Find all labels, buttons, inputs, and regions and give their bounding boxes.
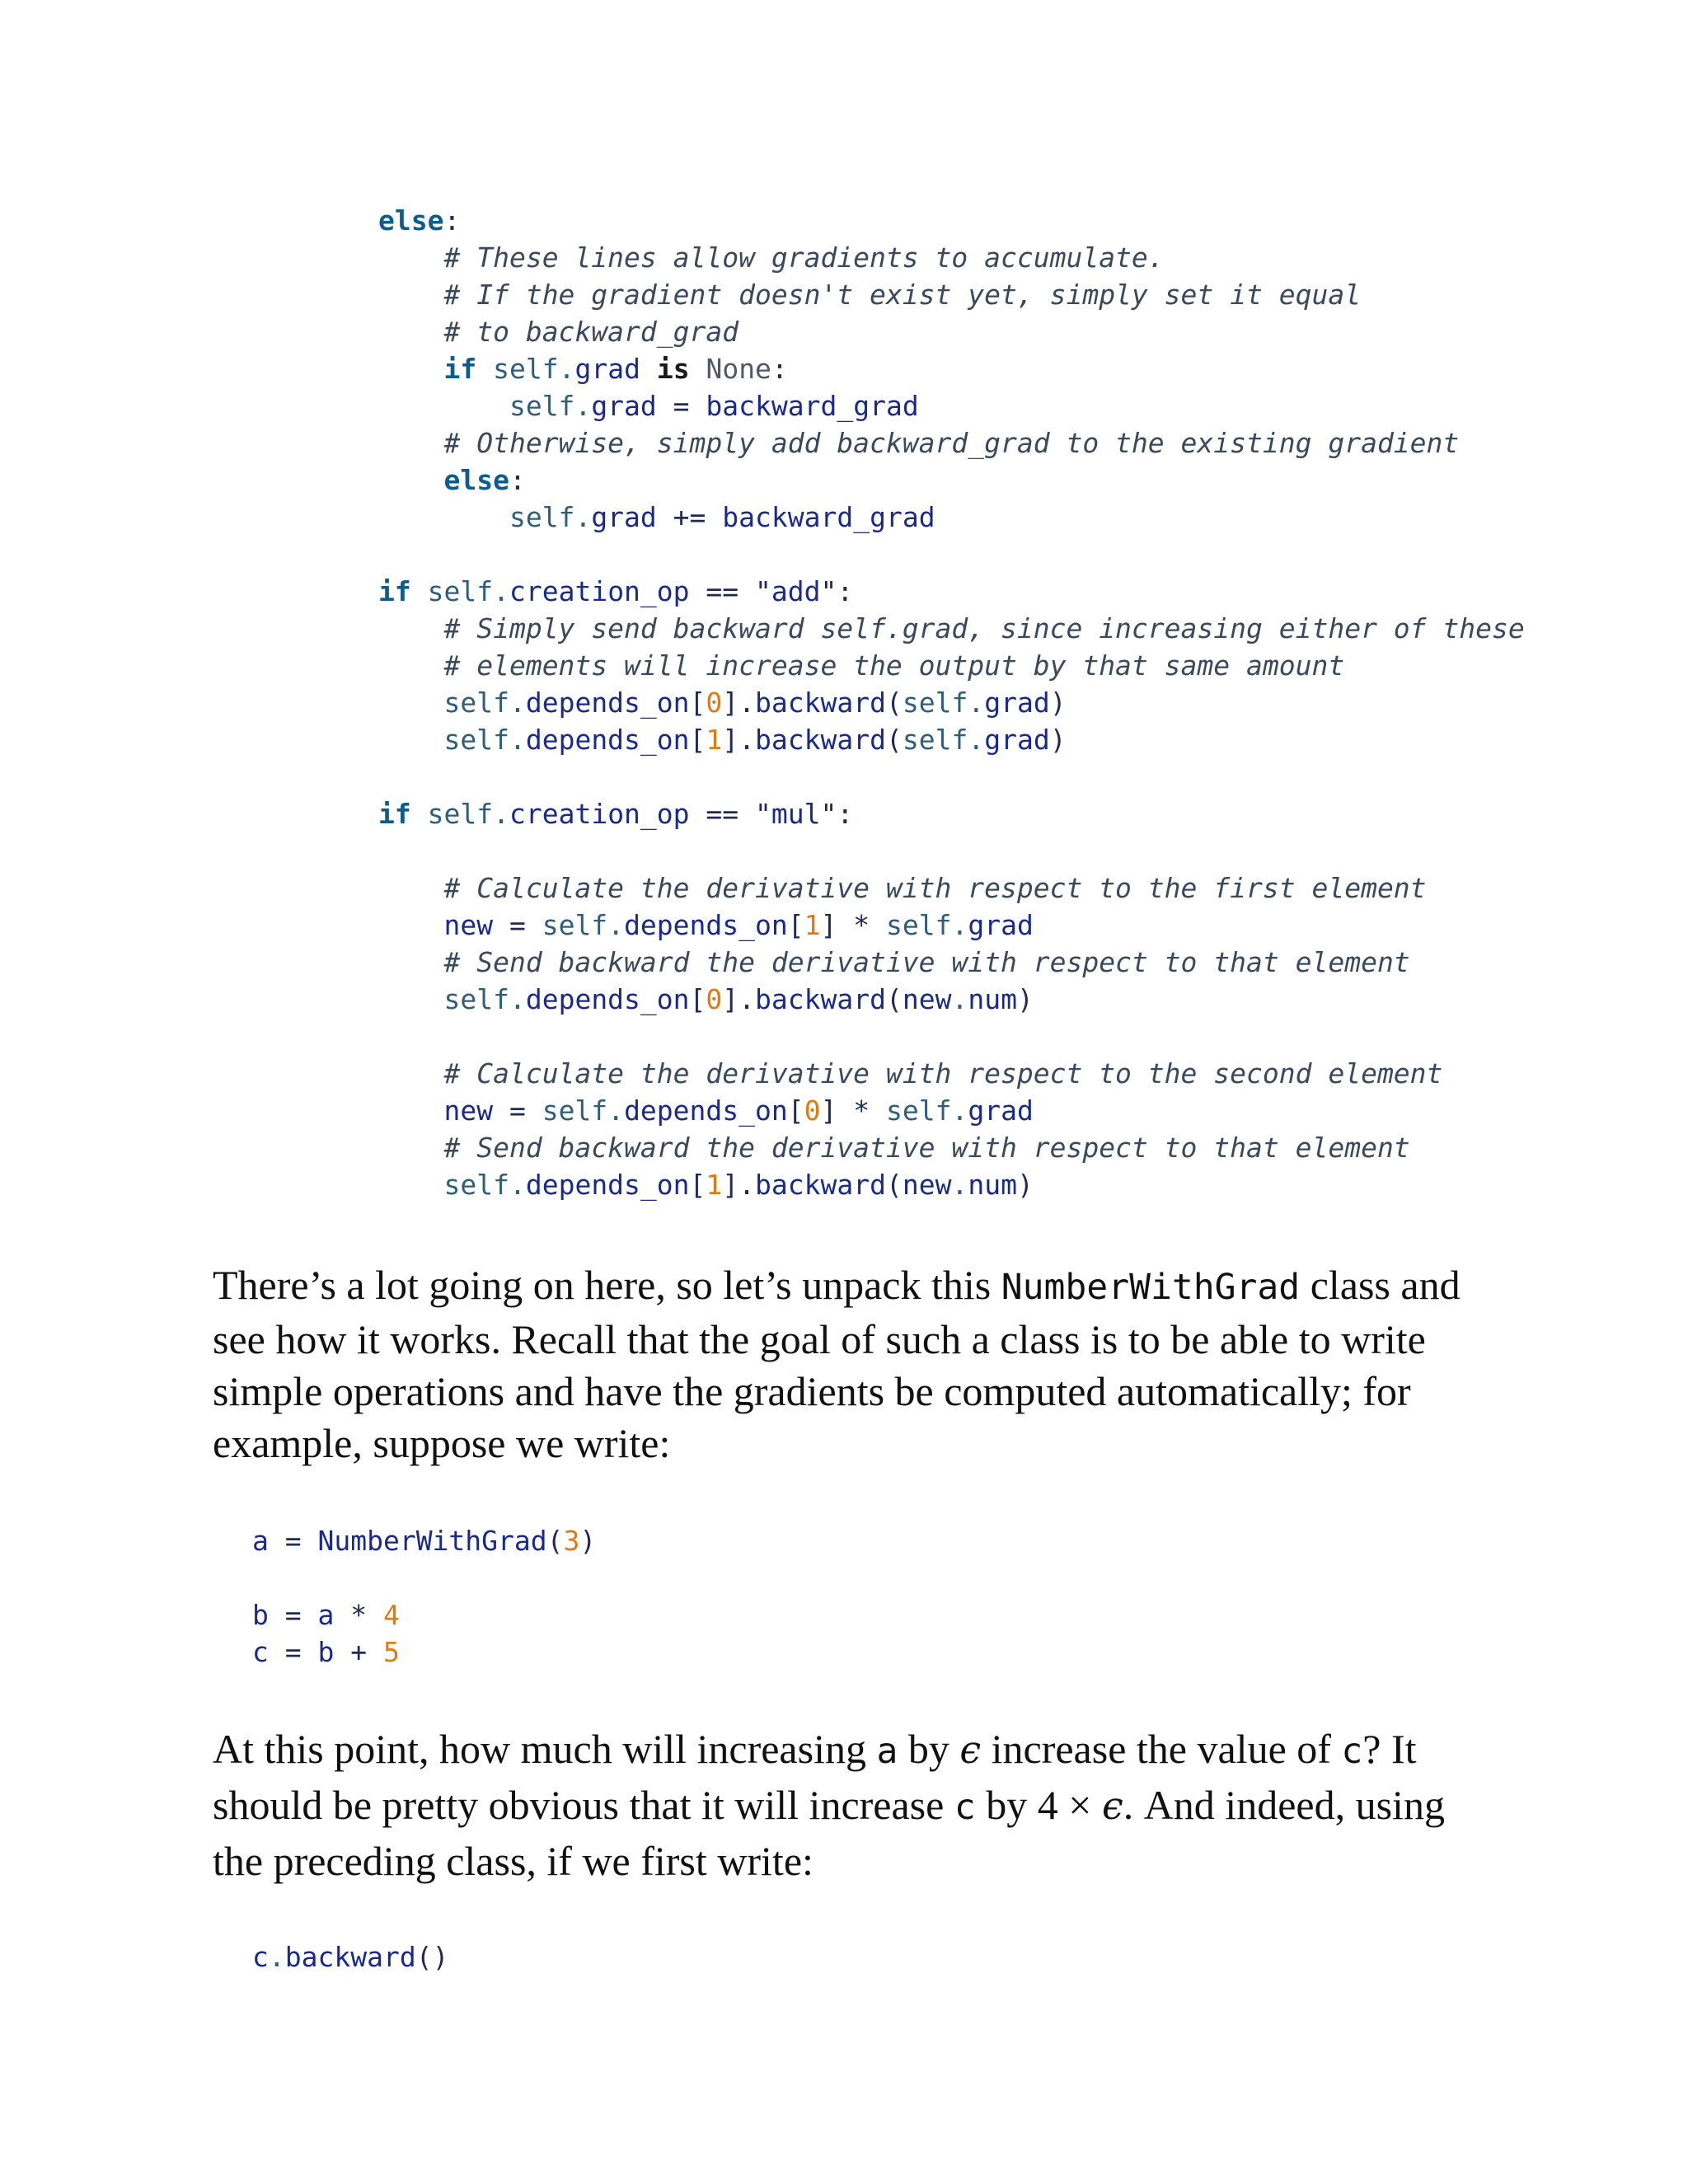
code-line: # to backward_grad xyxy=(443,316,739,348)
paragraph-text: class and see how it works. Recall that the goal of such a class is to be able to write simple operations and have the gradients be computed automatically; for example, suppose we write: xyxy=(213,1262,1461,1466)
code-line: else: xyxy=(443,464,526,496)
code-line: b = a * 4 xyxy=(252,1599,400,1631)
code-line: if self.creation_op == "add": xyxy=(378,575,854,607)
inline-code-var-a: a xyxy=(876,1731,898,1772)
math-epsilon: ϵ xyxy=(1101,1783,1123,1828)
code-line: # Send backward the derivative with respect to that element xyxy=(443,1132,1410,1164)
code-line: self.grad += backward_grad xyxy=(509,501,935,533)
code-line xyxy=(378,536,1525,573)
paragraph-text: by xyxy=(898,1726,960,1772)
code-line: # Send backward the derivative with respect to that element xyxy=(443,946,1410,978)
code-block-backward-call xyxy=(252,1938,448,1975)
code-line: new = self.depends_on[1] * self.grad xyxy=(443,909,1034,941)
paragraph-text: ? It should be pretty obvious that it will increase xyxy=(213,1726,1417,1828)
code-line: c.backward() xyxy=(252,1941,449,1973)
code-line: else: xyxy=(378,204,461,237)
inline-code-var-c: c xyxy=(1341,1731,1363,1772)
paragraph-explanation xyxy=(213,1259,1498,1469)
paragraph-text: There’s a lot going on here, so let’s unpack this xyxy=(213,1262,1001,1308)
code-line xyxy=(252,1559,596,1596)
inline-code-class-name: NumberWithGrad xyxy=(1001,1267,1301,1308)
code-line: # If the gradient doesn't exist yet, simply set it equal xyxy=(443,279,1362,311)
inline-code-var-c: c xyxy=(954,1787,976,1828)
paragraph-text: increase the value of xyxy=(981,1726,1342,1772)
code-line: a = NumberWithGrad(3) xyxy=(252,1525,597,1557)
paragraph-text: At this point, how much will increasing xyxy=(213,1726,877,1772)
code-line: c = b + 5 xyxy=(252,1636,400,1668)
code-line: # Calculate the derivative with respect to the second element xyxy=(443,1057,1443,1090)
code-line: if self.creation_op == "mul": xyxy=(378,798,854,830)
paragraph-text: . And indeed, using the preceding class, if we first write: xyxy=(213,1782,1445,1884)
code-line: # These lines allow gradients to accumulate. xyxy=(443,241,1165,274)
code-line: # elements will increase the output by that same amount xyxy=(443,649,1345,682)
code-line: self.depends_on[1].backward(self.grad) xyxy=(443,724,1067,756)
code-line: self.depends_on[1].backward(new.num) xyxy=(443,1169,1034,1201)
code-line: # Otherwise, simply add backward_grad to the existing gradient xyxy=(443,427,1460,459)
code-line xyxy=(378,832,1525,869)
code-line: if self.grad is None: xyxy=(443,353,788,385)
code-line: self.grad = backward_grad xyxy=(509,390,919,422)
code-block-example xyxy=(252,1522,596,1671)
paragraph-text: by 4 × xyxy=(975,1782,1102,1828)
code-line xyxy=(378,758,1525,795)
code-line xyxy=(378,1018,1525,1055)
code-line: self.depends_on[0].backward(new.num) xyxy=(443,983,1034,1015)
code-line: # Simply send backward self.grad, since increasing either of these xyxy=(443,612,1525,644)
code-line: new = self.depends_on[0] * self.grad xyxy=(443,1094,1034,1127)
math-epsilon: ϵ xyxy=(959,1727,982,1772)
code-block-backward-method xyxy=(378,202,1525,1203)
code-line: self.depends_on[0].backward(self.grad) xyxy=(443,687,1067,719)
code-line: # Calculate the derivative with respect to the first element xyxy=(443,872,1427,904)
paragraph-question xyxy=(213,1722,1498,1888)
